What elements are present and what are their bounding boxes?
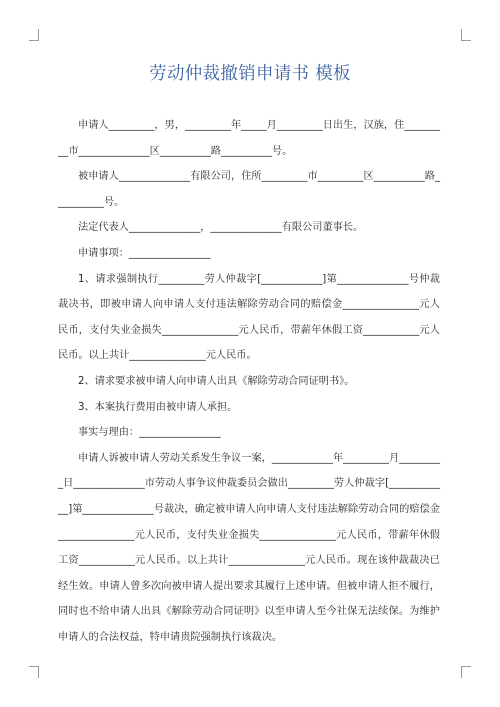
request-item-1: 1、请求强制执行_________劳人仲裁字[____________]第______________号仲裁裁决书，即被申请人向申请人支付违法解除劳动合同的赔偿金_______________元人民币，支付失业金损失_______________元人民币，带薪年休假工资___________元人民币。以上共计_______________元人民币。 (58, 273, 440, 362)
request-item-3: 3、本案执行费用由被申请人承担。 (78, 401, 238, 413)
applicant-paragraph: 申请人_________，男，_________年_____月_________日出生，汉族，住_________市______________区__________路__________号。 (58, 120, 440, 157)
document-title: 劳动仲裁撤销申请书 模板 (149, 64, 351, 84)
crop-mark-bottom-left (29, 666, 39, 678)
request-item-2: 2、请求要求被申请人向申请人出具《解除劳动合同证明书》。 (78, 375, 355, 387)
legal-representative-paragraph: 法定代表人______________，______________有限公司董事长。 (78, 222, 364, 234)
facts-reasons-paragraph: 申请人诉被申请人劳动关系发生争议一案，____________年_________月_________日______________市劳动人事争议仲裁委员会做出_________劳人仲裁字[____________]第______________号裁决，确定被申请人向申请人支付违法解除劳动合同的赔偿金_______________元人民币，支付失业金损失_______________元人民币，带薪年休假工资___________元人民币。以上共计_______________元人民币。现在该仲裁裁决已经生效。申请人曾多次向被申请人提出要求其履行上述申请。但被申请人拒不履行，同时也不给申请人出具《解除劳动合同证明》以至申请人至今社保无法续保。为维护申请人的合法权益，特申请贵院强制执行该裁决。 (58, 452, 440, 643)
document-body (58, 113, 440, 650)
crop-mark-bottom-right (461, 666, 471, 678)
facts-reasons-heading: 事实与理由：________________ (78, 427, 221, 439)
crop-mark-top-right (461, 29, 471, 41)
crop-mark-top-left (29, 29, 39, 41)
request-items-heading: 申请事项：________________ (78, 247, 211, 259)
respondent-paragraph: 被申请人______________有限公司，住所_________市_________区__________路__________号。 (58, 171, 440, 208)
